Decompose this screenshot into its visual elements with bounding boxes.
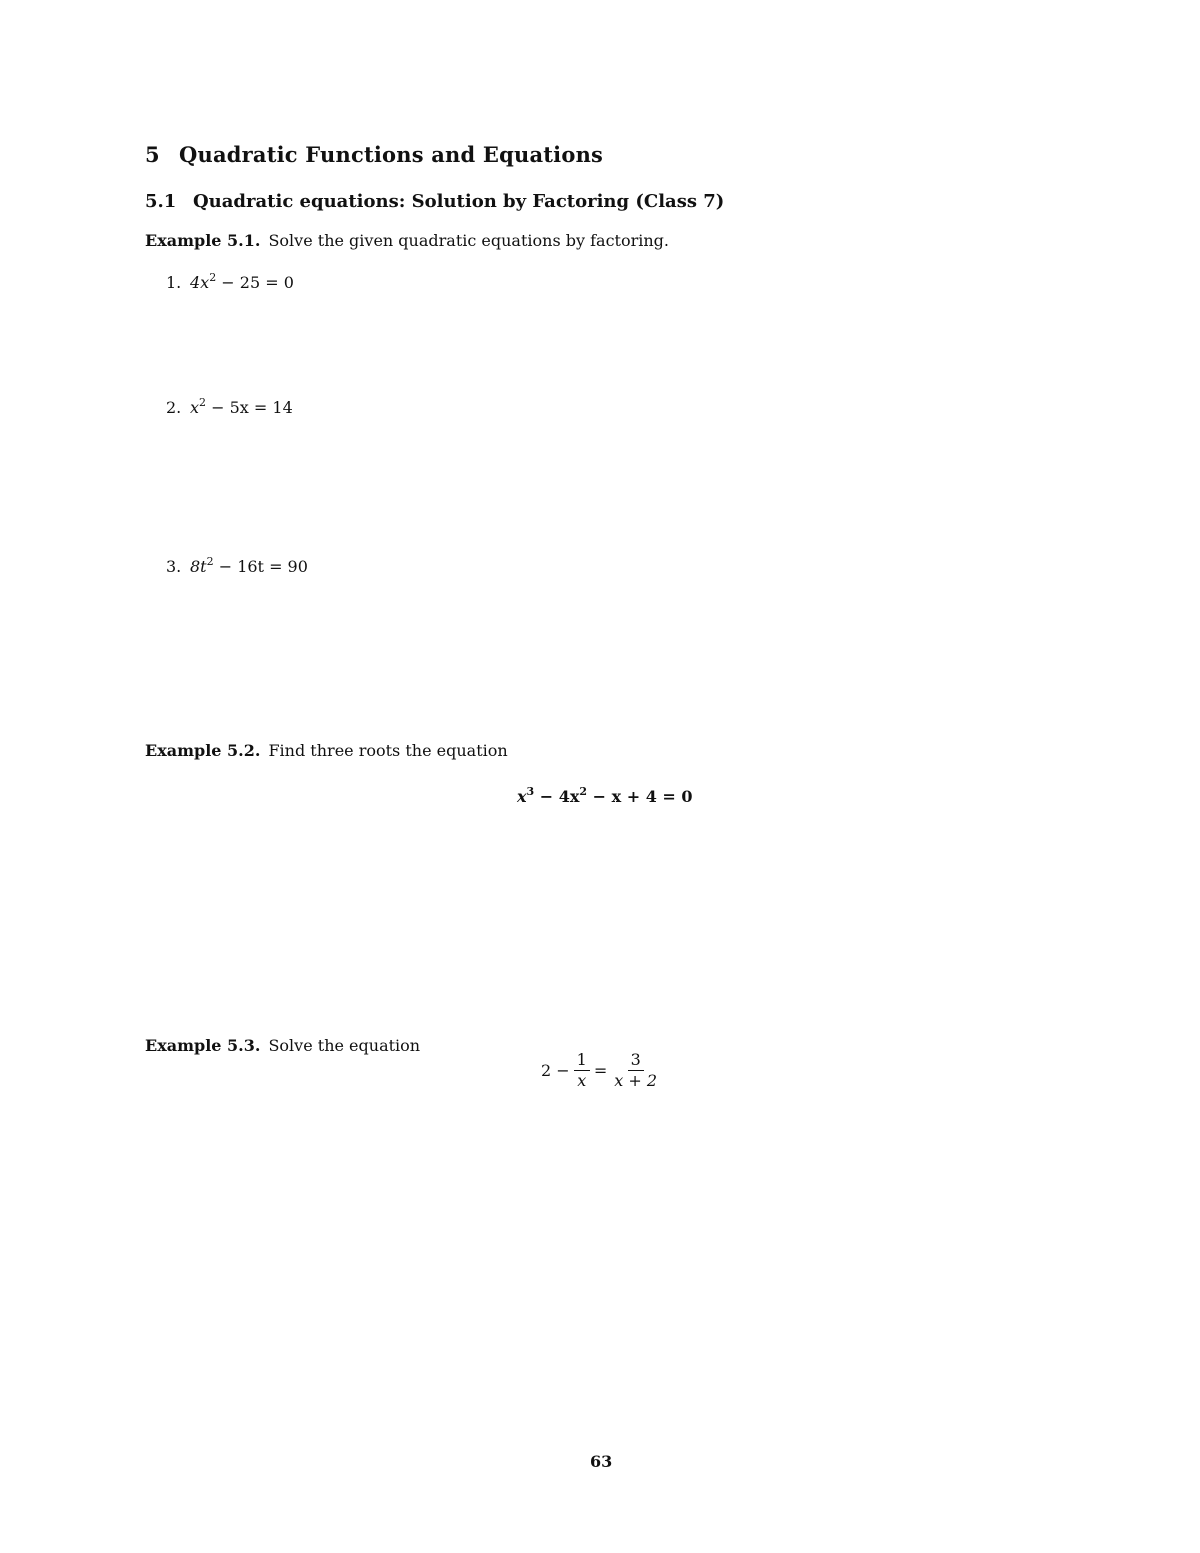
page-number: 63 xyxy=(590,1452,613,1471)
section-number: 5 xyxy=(145,142,160,167)
exponent: 2 xyxy=(209,271,217,284)
exercise-item-2 xyxy=(166,398,293,417)
example-label: Example 5.1. xyxy=(145,231,261,250)
fraction-1 xyxy=(574,1051,590,1090)
example-5-2 xyxy=(145,741,508,760)
example-5-1 xyxy=(145,231,669,250)
equation-rest: − 5x = 14 xyxy=(206,398,293,417)
equation-rest: − 25 = 0 xyxy=(216,273,294,292)
numerator: 3 xyxy=(628,1051,644,1071)
exponent: 3 xyxy=(526,785,535,798)
equation-term: 8t xyxy=(190,557,207,576)
example-text: Solve the equation xyxy=(268,1036,421,1055)
equation-lead: 2 − xyxy=(541,1061,570,1080)
equation-rest: − x + 4 = 0 xyxy=(587,787,693,806)
equation-term: x xyxy=(517,787,527,806)
example-text: Solve the given quadratic equations by factoring. xyxy=(268,231,669,250)
exponent: 2 xyxy=(199,396,207,409)
denominator: x + 2 xyxy=(614,1071,658,1090)
example-label: Example 5.2. xyxy=(145,741,261,760)
exercise-item-1 xyxy=(166,273,294,292)
item-number: 3. xyxy=(166,557,182,576)
exercise-item-3 xyxy=(166,557,308,576)
exponent: 2 xyxy=(579,785,588,798)
item-number: 1. xyxy=(166,273,182,292)
example-label: Example 5.3. xyxy=(145,1036,261,1055)
cubic-equation xyxy=(517,787,693,806)
numerator: 1 xyxy=(574,1051,590,1071)
equation-term: x xyxy=(190,398,200,417)
section-heading xyxy=(145,142,603,167)
subsection-heading xyxy=(145,191,724,212)
section-title: Quadratic Functions and Equations xyxy=(179,142,604,167)
example-5-3 xyxy=(145,1036,420,1055)
example-text: Find three roots the equation xyxy=(268,741,508,760)
fraction-2 xyxy=(611,1051,660,1090)
equation-term: − 4x xyxy=(534,787,580,806)
rational-equation xyxy=(541,1051,664,1090)
denominator: x xyxy=(577,1071,587,1090)
equation-term: 4x xyxy=(190,273,210,292)
item-number: 2. xyxy=(166,398,182,417)
equals-sign: = xyxy=(593,1061,608,1080)
exponent: 2 xyxy=(206,555,214,568)
subsection-number: 5.1 xyxy=(145,191,177,212)
subsection-title: Quadratic equations: Solution by Factoring (Class 7) xyxy=(193,191,725,212)
equation-rest: − 16t = 90 xyxy=(213,557,308,576)
